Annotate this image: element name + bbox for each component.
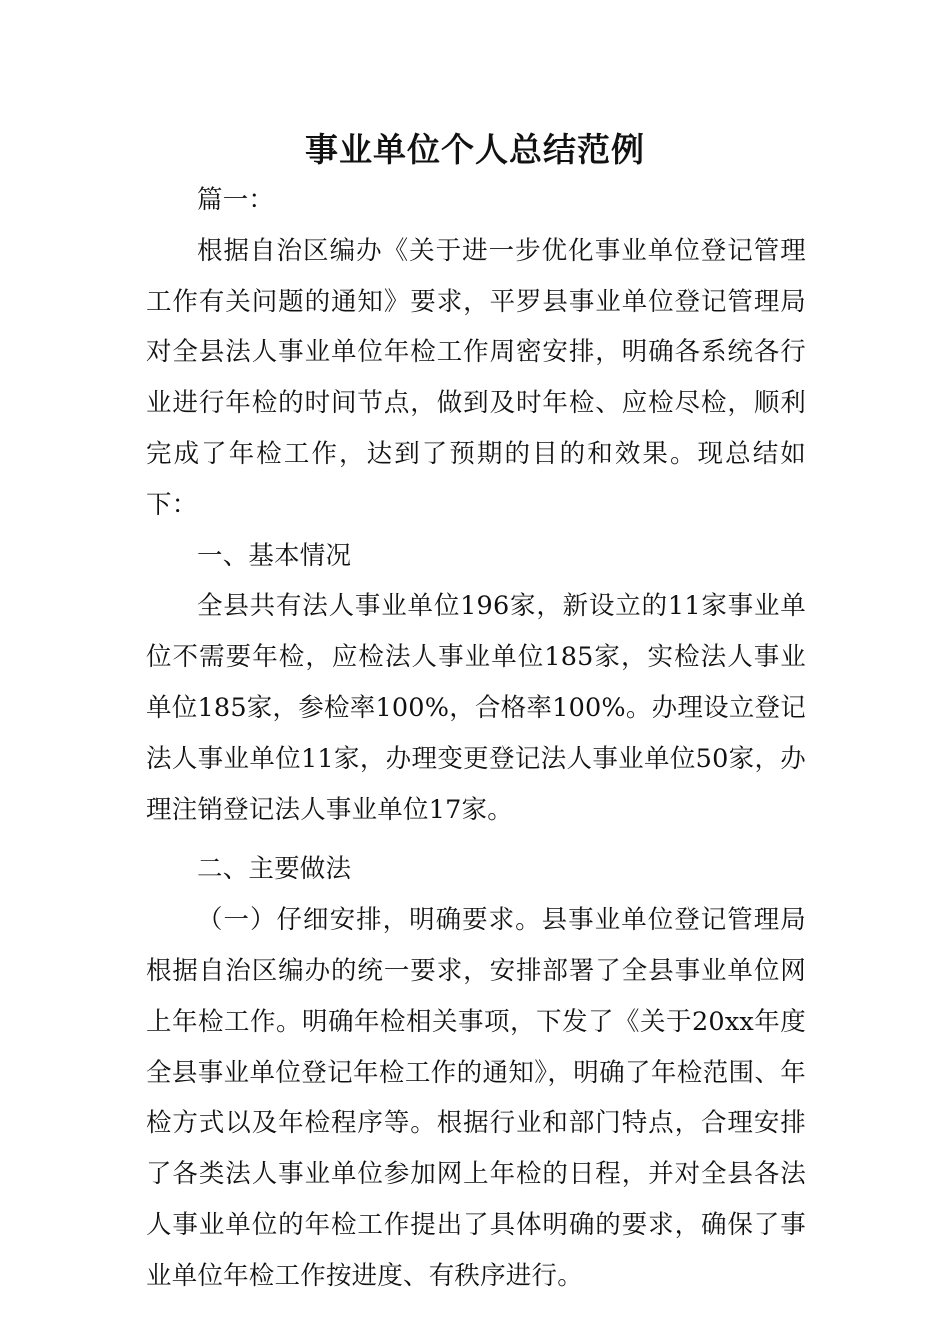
intro-paragraph: 根据自治区编办《关于进一步优化事业单位登记管理工作有关问题的通知》要求，平罗县事业单位登记管理局对全县法人事业单位年检工作周密安排，明确各系统各行业进行年检的时间节点，做到及时年检、应检尽检，顺利完成了年检工作，达到了预期的目的和效果。现总结如下：	[146, 235, 806, 520]
practices-paragraph-1: （一）仔细安排，明确要求。县事业单位登记管理局根据自治区编办的统一要求，安排部署了全县事业单位网上年检工作。明确年检相关事项，下发了《关于20xx年度全县事业单位登记年检工作的通知》，明确了年检范围、年检方式以及年检程序等。根据行业和部门特点，合理安排了各类法人事业单位参加网上年检的日程，并对全县各法人事业单位的年检工作提出了具体明确的要求，确保了事业单位年检工作按进度、有秩序进行。	[146, 905, 806, 1291]
document-body	[146, 175, 806, 1302]
section-heading-practices: 二、主要做法	[197, 854, 352, 885]
section-heading-basic: 一、基本情况	[197, 540, 352, 571]
part-label: 篇一：	[197, 185, 275, 215]
basic-situation-paragraph: 全县共有法人事业单位196家，新设立的11家事业单位不需要年检，应检法人事业单位185家，实检法人事业单位185家，参检率100%，合格率100%。办理设立登记法人事业单位11家，办理变更登记法人事业单位50家，办理注销登记法人事业单位17家。	[146, 591, 806, 825]
document-title: 事业单位个人总结范例	[305, 130, 645, 169]
